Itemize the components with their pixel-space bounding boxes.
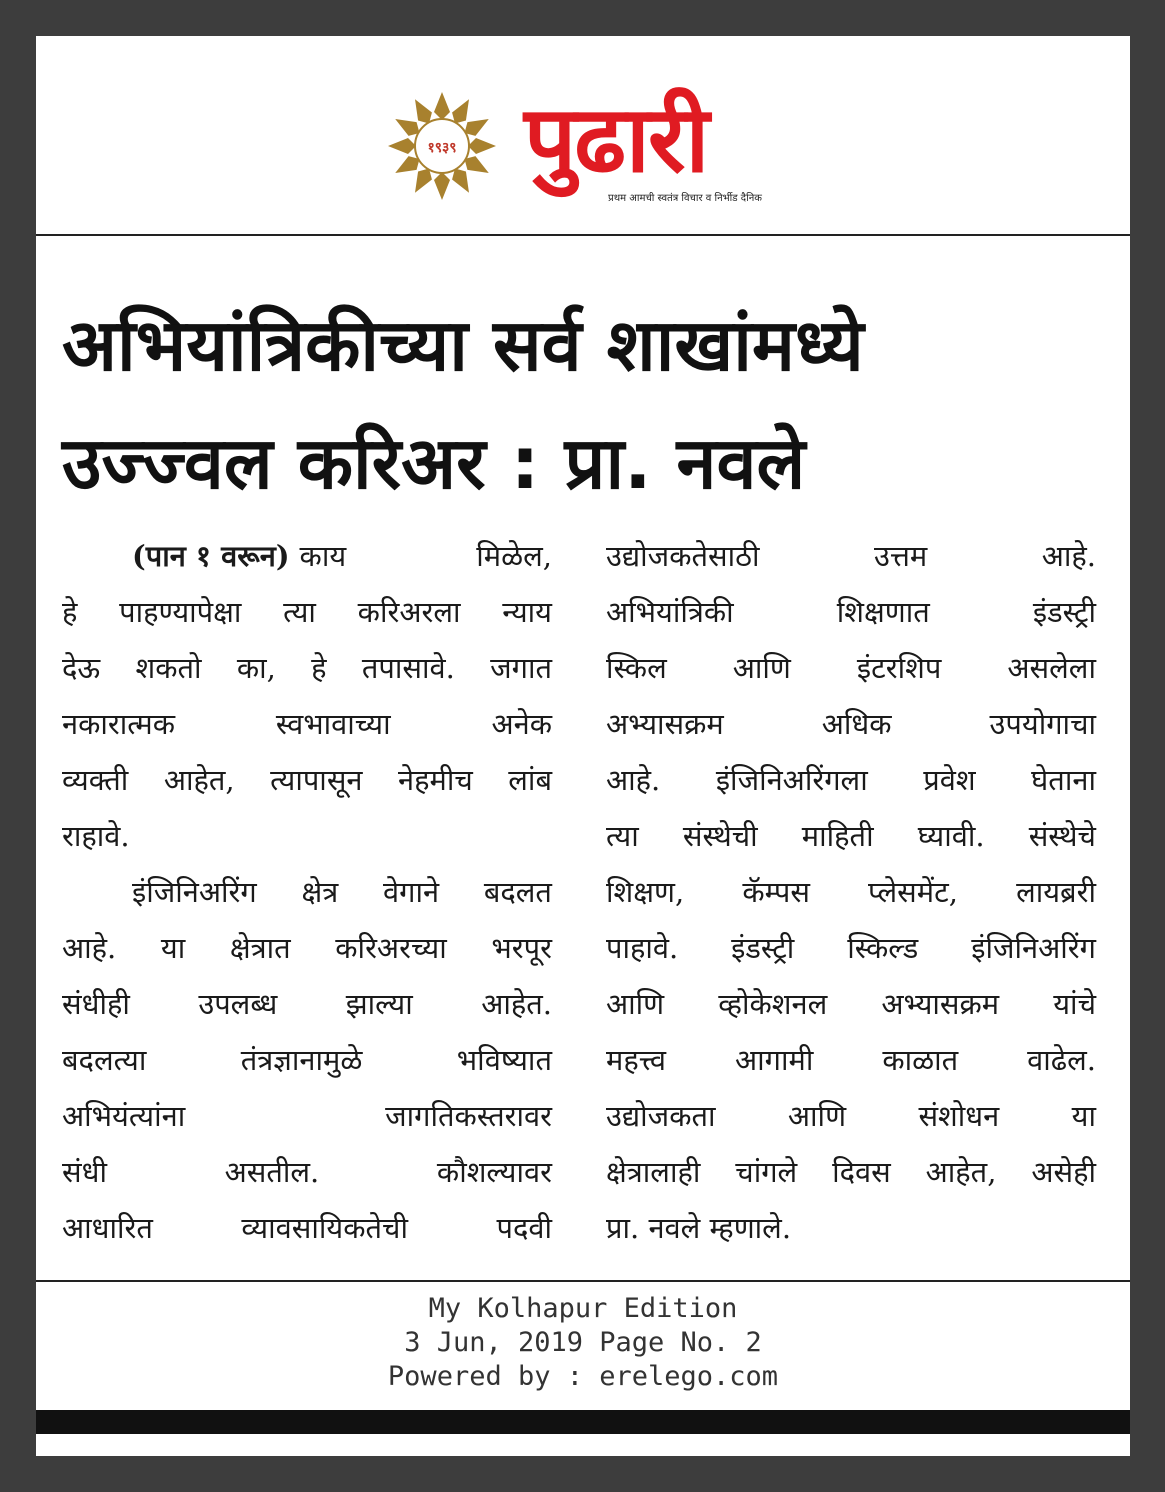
article-line-text (606, 640, 1096, 696)
article-line-text (62, 752, 552, 808)
article-line (606, 920, 1096, 976)
article-word: आणि (606, 987, 665, 1021)
article-word: आहेत, (163, 763, 235, 797)
article-word: इंडस्ट्री (1032, 595, 1096, 629)
article-line (62, 864, 552, 920)
top-divider (36, 234, 1130, 236)
article-line (606, 1088, 1096, 1144)
article-word: संधीही (62, 987, 130, 1021)
article-word: कॅम्पस (742, 875, 810, 909)
article-word: त्यापासून (270, 763, 363, 797)
headline-line-1: अभियांत्रिकीच्या सर्व शाखांमध्ये (62, 303, 864, 387)
article-word: तंत्रज्ञानामुळे (240, 1043, 363, 1077)
article-word: अभ्यासक्रम (606, 707, 724, 741)
article-word: शकतो (135, 651, 202, 685)
article-line-text (606, 584, 1096, 640)
article-line (606, 976, 1096, 1032)
article-word: अभियंत्यांना (62, 1099, 186, 1133)
article-line (606, 528, 1096, 584)
powered-by: Powered by : erelego.com (387, 1361, 779, 1392)
article-word: या (1071, 1099, 1096, 1133)
article-word: उद्योजकतेसाठी (606, 539, 760, 573)
article-word: संस्थेची (682, 819, 758, 853)
article-line (62, 696, 552, 752)
edition-date-page: 3 Jun, 2019 Page No. 2 (404, 1327, 762, 1358)
article-line-text (606, 1144, 1096, 1200)
article-word: हे (311, 651, 327, 685)
article-word: आहेत. (481, 987, 552, 1021)
emblem-icon (386, 90, 498, 202)
article-line (606, 696, 1096, 752)
article-word: क्षेत्रालाही (606, 1155, 701, 1189)
article-word: आहे. (1041, 539, 1096, 573)
article-word: अभियांत्रिकी (606, 595, 734, 629)
article-word: आहेत, (925, 1155, 997, 1189)
article-word: उपलब्ध (198, 987, 278, 1021)
article-word: काळात (882, 1043, 959, 1077)
article-line (62, 920, 552, 976)
article-word: अनेक (491, 707, 552, 741)
article-word: घ्यावी. (917, 819, 985, 853)
article-word: जागतिकस्तरावर (385, 1099, 552, 1133)
article-word: जगात (490, 651, 552, 685)
article-headline (62, 286, 1112, 522)
article-word: का, (236, 651, 276, 685)
article-line (62, 1144, 552, 1200)
article-word: व्होकेशनल (718, 987, 828, 1021)
article-word: स्वभावाच्या (275, 707, 391, 741)
article-word: असलेला (1007, 651, 1096, 685)
article-word: यांचे (1053, 987, 1096, 1021)
article-line (62, 1200, 552, 1256)
article-line (606, 1200, 1096, 1256)
article-line-text: राहावे. (62, 819, 130, 853)
article-column-left (62, 528, 552, 1256)
article-word: कौशल्यावर (436, 1155, 552, 1189)
article-line-text (62, 976, 552, 1032)
article-line-text (62, 1200, 552, 1256)
article-word: काय (299, 539, 347, 573)
article-word: त्या (283, 595, 316, 629)
article-word: दिवस (832, 1155, 891, 1189)
article-word: आहे. (62, 931, 117, 965)
article-word: बदलत (483, 875, 552, 909)
article-word: आगामी (735, 1043, 814, 1077)
article-word: लांब (508, 763, 552, 797)
article-line-text (606, 696, 1096, 752)
article-word: महत्त्व (606, 1043, 667, 1077)
article-line (62, 808, 552, 864)
article-line-text (62, 640, 552, 696)
article-line-text (606, 528, 1096, 584)
article-word: क्षेत्र (301, 875, 339, 909)
article-word: देऊ (62, 651, 101, 685)
article-line-text (62, 584, 552, 640)
headline-line-2: उज्ज्वल करिअर : प्रा. नवले (62, 421, 806, 505)
emblem-year: १९३९ (427, 140, 457, 156)
article-lead: (पान १ वरून) (132, 539, 290, 573)
article-line-text (606, 864, 1096, 920)
article-word: वाढेल. (1027, 1043, 1096, 1077)
article-line-text (132, 864, 552, 920)
article-line-text (62, 920, 552, 976)
article-line-text (606, 752, 1096, 808)
article-line-text (606, 1088, 1096, 1144)
article-word: आधारित (62, 1211, 153, 1245)
article-line (62, 640, 552, 696)
article-word: लायब्ररी (1016, 875, 1096, 909)
logo-text: पुढारी (524, 86, 708, 193)
article-line (606, 864, 1096, 920)
article-line-text (606, 1032, 1096, 1088)
article-word: उपयोगाचा (989, 707, 1096, 741)
article-line-text: प्रा. नवले म्हणाले. (606, 1211, 792, 1245)
newspaper-logo (524, 80, 794, 210)
article-word: पाहावे. (606, 931, 679, 965)
article-word: पदवी (496, 1211, 552, 1245)
article-word: क्षेत्रात (229, 931, 291, 965)
article-word: नकारात्मक (62, 707, 176, 741)
article-word: वेगाने (383, 875, 440, 909)
masthead (36, 36, 1130, 236)
article-word: हे (62, 595, 78, 629)
article-line-text (62, 1088, 552, 1144)
article-word: उत्तम (873, 539, 928, 573)
article-word: आणि (787, 1099, 847, 1133)
article-word: संधी (62, 1155, 107, 1189)
article-line (62, 1088, 552, 1144)
article-word: शिक्षण, (606, 875, 685, 909)
article-word: मिळेल, (476, 539, 552, 573)
bottom-divider (36, 1280, 1130, 1282)
article-word: भरपूर (491, 931, 552, 965)
article-line-text (606, 808, 1096, 864)
article-word: प्रवेश (923, 763, 976, 797)
article-word: व्यावसायिकतेची (241, 1211, 408, 1245)
article-word: इंजिनिअरिंग (132, 875, 257, 909)
article-word: तपासावे. (361, 651, 455, 685)
bottom-black-bar (36, 1410, 1130, 1434)
article-word: इंडस्ट्री (731, 931, 795, 965)
article-line-text (62, 696, 552, 752)
article-line (606, 752, 1096, 808)
article-word: शिक्षणात (836, 595, 930, 629)
edition-name: My Kolhapur Edition (428, 1293, 738, 1324)
article-word: असतील. (224, 1155, 320, 1189)
article-line (606, 640, 1096, 696)
article-word: चांगले (735, 1155, 798, 1189)
logo-tagline: प्रथम आमची स्वतंत्र विचार व निर्भीड दैनिक (608, 193, 762, 204)
article-word: न्याय (502, 595, 552, 629)
article-line-text (300, 528, 552, 584)
article-word: त्या (606, 819, 639, 853)
article-word: इंटरशिप (856, 651, 942, 685)
article-word: उद्योजकता (606, 1099, 716, 1133)
article-word: स्किल्ड (847, 931, 919, 965)
article-line (62, 752, 552, 808)
article-word: नेहमीच (398, 763, 473, 797)
article-line-text (606, 920, 1096, 976)
article-line (606, 808, 1096, 864)
article-word: भविष्यात (456, 1043, 552, 1077)
article-word: अभ्यासक्रम (881, 987, 1000, 1021)
article-word: इंजिनिअरिंगला (715, 763, 868, 797)
article-word: इंजिनिअरिंग (971, 931, 1096, 965)
article-line (606, 1144, 1096, 1200)
article-word: स्किल (606, 651, 667, 685)
article-word: करिअरच्या (335, 931, 447, 965)
article-line (62, 976, 552, 1032)
newspaper-clipping (36, 36, 1130, 1456)
article-word: संशोधन (918, 1099, 1000, 1133)
article-word: असेही (1031, 1155, 1096, 1189)
article-line-text (62, 1032, 552, 1088)
article-column-right (606, 528, 1096, 1256)
article-word: अधिक (821, 707, 892, 741)
article-word: आहे. (606, 763, 661, 797)
article-line (606, 584, 1096, 640)
article-line (62, 584, 552, 640)
article-word: व्यक्ती (62, 763, 129, 797)
article-word: पाहण्यापेक्षा (119, 595, 242, 629)
article-word: आणि (732, 651, 791, 685)
article-word: घेताना (1031, 763, 1096, 797)
article-line (62, 528, 552, 584)
article-line-text (606, 976, 1096, 1032)
article-line (606, 1032, 1096, 1088)
article-word: करिअरला (357, 595, 461, 629)
article-word: बदलत्या (62, 1043, 147, 1077)
article-line (62, 1032, 552, 1088)
article-word: झाल्या (345, 987, 413, 1021)
article-word: माहिती (801, 819, 874, 853)
article-word: या (160, 931, 186, 965)
article-word: संस्थेचे (1028, 819, 1096, 853)
article-word: प्लेसमेंट, (868, 875, 958, 909)
edition-footer (36, 1292, 1130, 1394)
article-line-text (62, 1144, 552, 1200)
